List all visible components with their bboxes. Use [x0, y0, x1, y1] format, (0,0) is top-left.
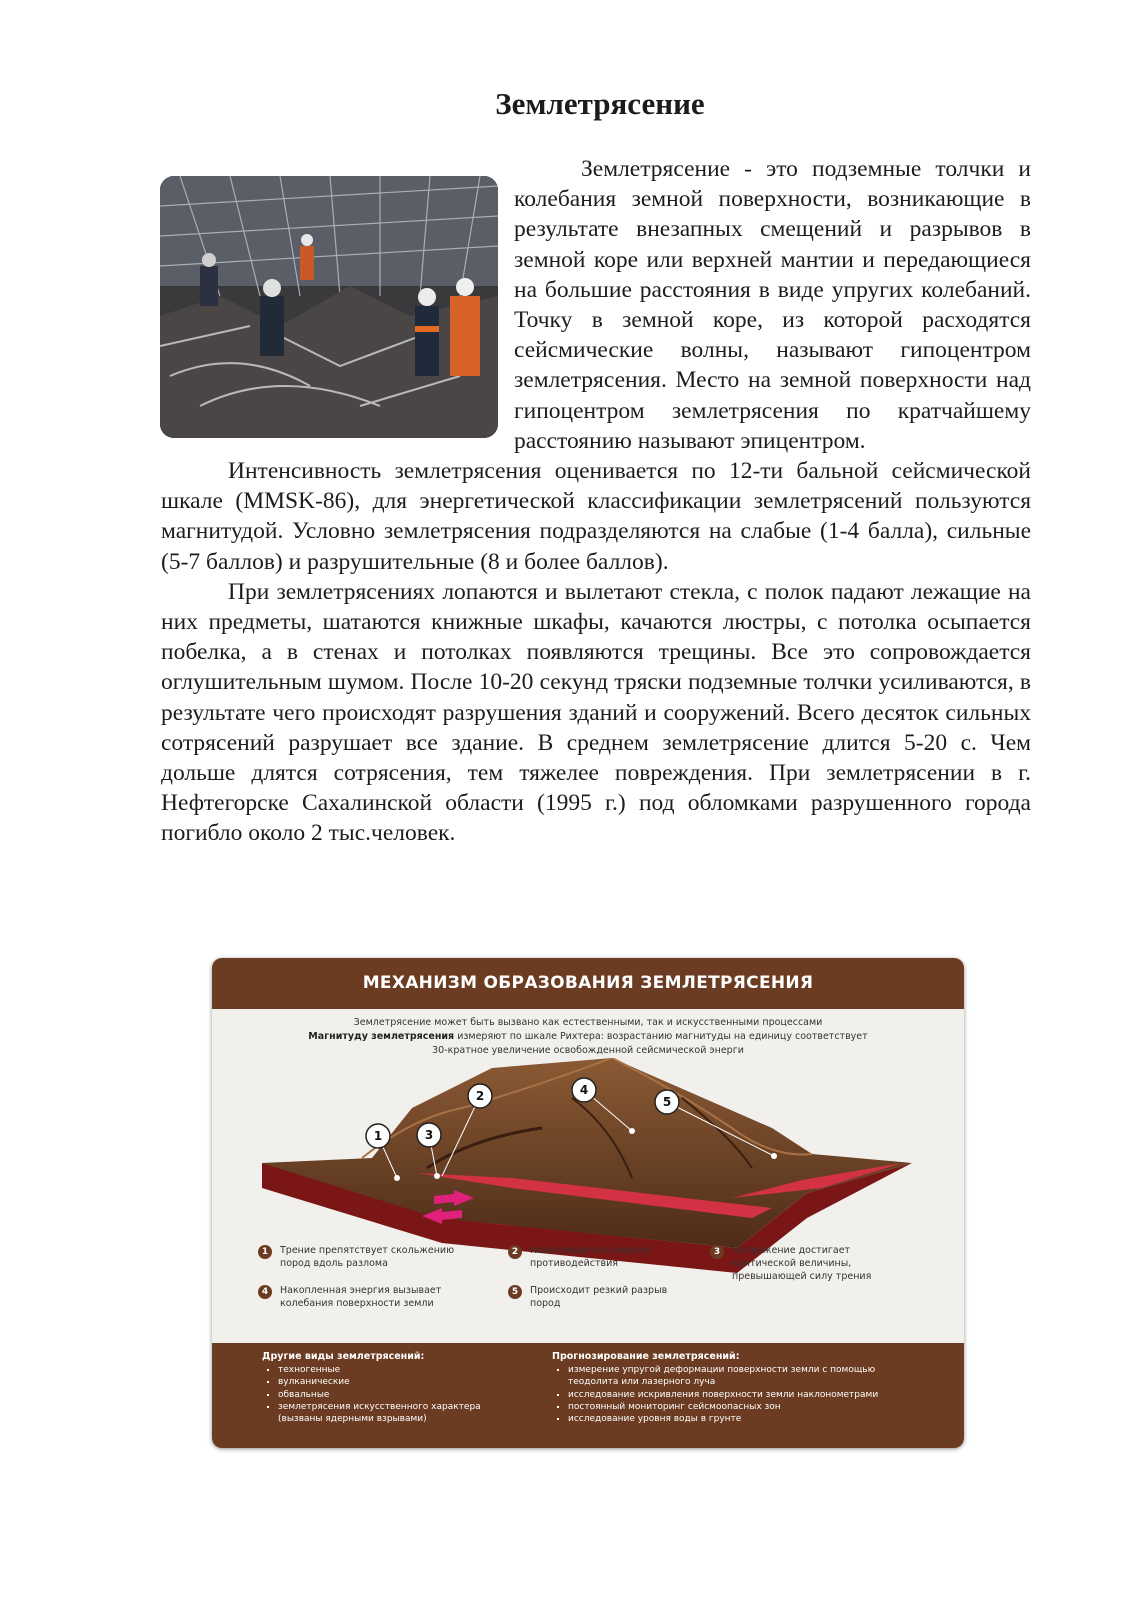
legend-text-2: Накапливается энергия противодействия [530, 1245, 650, 1269]
photo-placeholder [161, 154, 514, 446]
forecast-item: ▪ постоянный мониторинг сейсмоопасных зон [568, 1401, 922, 1413]
other-type-item: ▪ землетрясения искусственного характера (вызваны ядерными взрывами) [278, 1401, 502, 1426]
paragraph-effects: При землетрясениях лопаются и вылетают стекла, с полок падают лежащие на них предметы, шатаются книжные шкафы, качаются люстры, с потолка осыпается побелка, а в стенах и потолках появляются трещины. Все это сопровождается оглушительным шумом. После 10-20 секунд тряски подземные толчки усиливаются, в результате чего происходят разрушения зданий и сооружений. Всего десяток сильных сотрясений разрушает все здание. В среднем землетрясение длится 5-20 с. Чем дольше длятся сотрясения, тем тяжелее повреждения. При землетрясении в г. Нефтегорске Сахалинской области (1995 г.) под обломками разрушенного города погибло около 2 тыс.человек. [161, 578, 1031, 847]
legend-text-5: Происходит резкий разрыв пород [530, 1285, 668, 1309]
marker-3: 3 [424, 1128, 434, 1142]
intro-bold: Магнитуду землетрясения [308, 1031, 455, 1042]
other-type-item: ▪ техногенные [278, 1364, 502, 1376]
legend-text-4: Накопленная энергия вызывает колебания поверхности земли [280, 1285, 442, 1309]
article-body [161, 154, 1031, 849]
other-types-title: Другие виды землетрясений: [262, 1351, 425, 1362]
forecast-item: ▪ исследование искривления поверхности земли наклонометрами [568, 1389, 922, 1401]
marker-4: 4 [579, 1083, 589, 1097]
other-type-item: ▪ обвальные [278, 1389, 502, 1401]
forecast-item: ▪ исследование уровня воды в грунте [568, 1413, 922, 1425]
forecast-item: ▪ измерение упругой деформации поверхности земли с помощью теодолита или лазерного луча [568, 1364, 922, 1389]
marker-1: 1 [373, 1129, 383, 1143]
intro-line-1: Землетрясение может быть вызвано как естественными, так и искусственными процессами [353, 1017, 823, 1028]
infographic-intro [232, 1016, 944, 1058]
forecast-title: Прогнозирование землетрясений: [552, 1351, 740, 1362]
marker-5: 5 [662, 1095, 672, 1109]
intro-line-3: 30-кратное увеличение освобожденной сейсмической энерги [432, 1045, 744, 1056]
forecast [552, 1351, 922, 1425]
infographic-heading: МЕХАНИЗМ ОБРАЗОВАНИЯ ЗЕМЛЕТРЯСЕНИЯ [212, 958, 964, 1009]
infographic: МЕХАНИЗМ ОБРАЗОВАНИЯ ЗЕМЛЕТРЯСЕНИЯ Землетрясение может быть вызвано как естественными, так и искусственными процессами Магнитуду землетрясения измеряют по шкале Рихтера: возрастанию магнитуды на единицу соответствует 30-кратное увеличение освобожденной сейсмической энерги 1 3 2 4 5 1 Трение препятствует скольжению пород вдоль разлома 2 Накапливается энергия противодействия 3 Напряжение достигает критической величины, превышающей силу трения 4 Накопленная энергия вызывает колебания поверхности земли 5 Происходит резкий разрыв пород Другие виды землетрясений: ▪ техногенные ▪ вулканические ▪ обвальные ▪ землетрясения искусственного характера (вызваны ядерными взрывами) Прогнозирование землетрясений: ▪ измерение упругой деформации поверхности земли с помощью теодолита или лазерного луча ▪ исследование искривления поверхности земли наклонометрами ▪ постоянный мониторинг сейсмоопасных зон ▪ исследование уровня воды в грунте [212, 958, 964, 1448]
paragraph-intensity: Интенсивность землетрясения оценивается по 12-ти бальной сейсмической шкале (MMSK-86), для энергетической классификации землетрясений пользуются магнитудой. Условно землетрясения подразделяются на слабые (1-4 балла), сильные (5-7 баллов) и разрушительные (8 и более баллов). [161, 458, 1031, 575]
legend-text-3: Напряжение достигает критической величины, превышающей силу трения [732, 1245, 872, 1282]
marker-2: 2 [475, 1089, 485, 1103]
page-title: Землетрясение [495, 86, 705, 121]
paragraph-definition: Землетрясение - это подземные толчки и колебания земной поверхности, возникающие в результате внезапных смещений и разрывов в земной коре или верхней мантии и передающиеся на большие расстояния в виде упругих колебаний. Точку в земной коре, из которой расходятся сейсмические волны, называют гипоцентром землетрясения. Место на земной поверхности над гипоцентром землетрясения по кратчайшему расстоянию называют эпицентром. [514, 156, 1031, 454]
infographic-footer [212, 1343, 964, 1448]
intro-line-2: измеряют по шкале Рихтера: возрастанию магнитуды на единицу соответствует [457, 1031, 868, 1042]
other-types [262, 1351, 502, 1425]
other-type-item: ▪ вулканические [278, 1376, 502, 1388]
legend-text-1: Трение препятствует скольжению пород вдоль разлома [280, 1245, 455, 1269]
